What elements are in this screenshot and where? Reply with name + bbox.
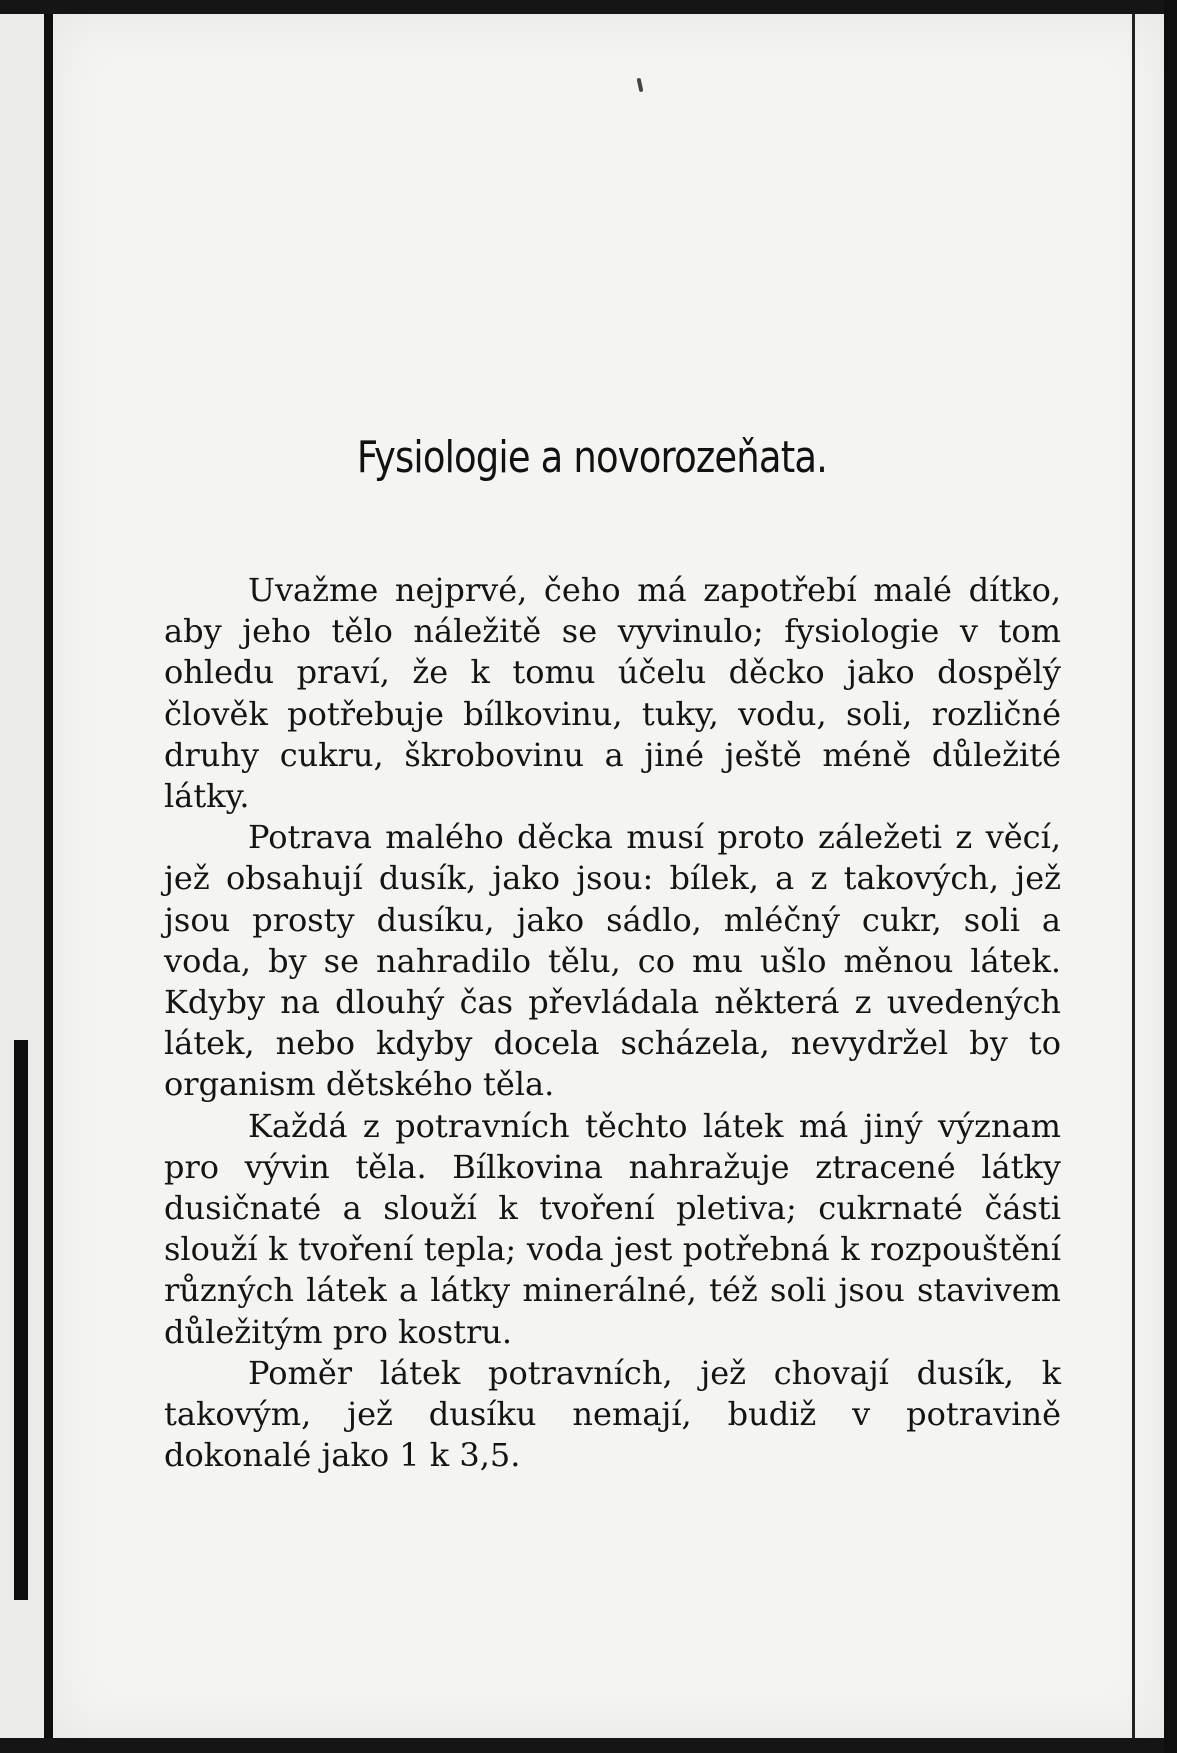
paragraph: Potrava malého děcka musí proto záležeti z věcí, jež obsahují dusík, jako jsou: bílek, a z takových, jež jsou prosty dusíku, jako sádlo, mléčný cukr, soli a voda, by se nahradilo tělu, co mu ušlo měnou látek. Kdyby na dlouhý čas převládala některá z uvedených látek, nebo kdyby docela scházela, nevydržel by to organism dětského těla. (164, 818, 1061, 1104)
chapter-title: Fysiologie a novorozeňata. (356, 432, 828, 483)
right-page-edge-line (1132, 14, 1135, 1738)
body-text (164, 570, 1061, 1476)
right-scan-border (1164, 0, 1177, 1753)
left-binding-rule (44, 14, 53, 1738)
paragraph: Uvažme nejprvé, čeho má zapotřebí malé dítko, aby jeho tělo náležitě se vyvinulo; fysiologie v tom ohledu praví, že k tomu účelu děcko jako dospělý člověk potřebuje bílkovinu, tuky, vodu, soli, rozličné druhy cukru, škrobovinu a jiné ještě méně důležité látky. (164, 571, 1061, 816)
paragraph: Každá z potravních těchto látek má jiný význam pro vývin těla. Bílkovina nahražuje ztracené látky dusičnaté a slouží k tvoření pletiva; cukrnaté části slouží k tvoření tepla; voda jest potřebná k rozpouštění různých látek a látky minerálné, též soli jsou stavivem důležitým pro kostru. (164, 1106, 1061, 1351)
left-binding-shadow (14, 1040, 28, 1600)
paragraph: Poměr látek potravních, jež chovají dusík, k takovým, jež dusíku nemají, budiž v potravině dokonalé jako 1 k 3,5. (164, 1353, 1061, 1475)
